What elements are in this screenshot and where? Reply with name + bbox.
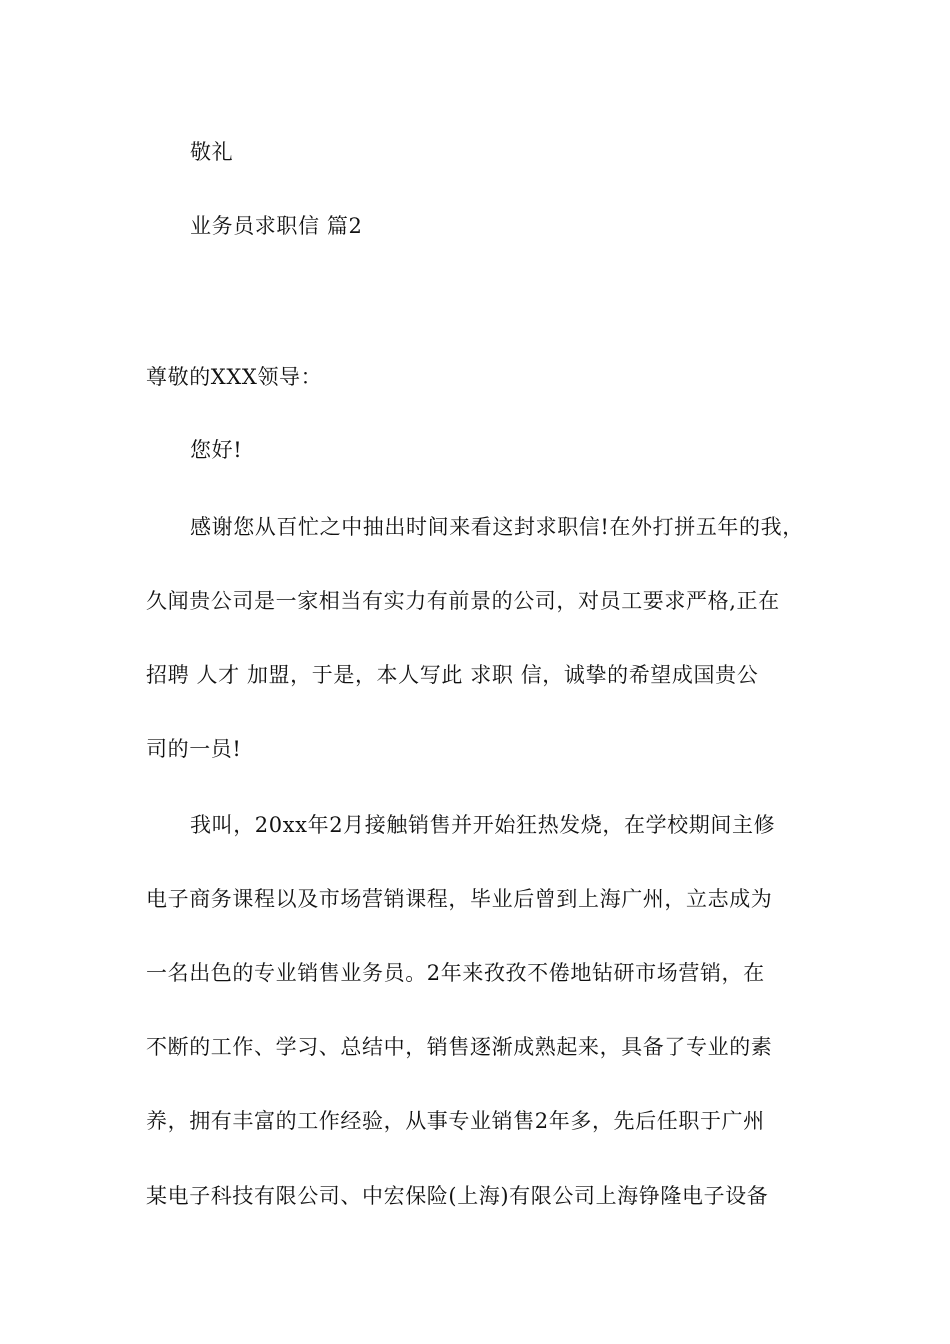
salutation: 尊敬的XXX领导：	[146, 365, 323, 389]
paragraph2-line: 某电子科技有限公司、中宏保险(上海)有限公司上海铮隆电子设备	[146, 1184, 769, 1208]
paragraph2-line: 不断的工作、学习、总结中，销售逐渐成熟起来，具备了专业的素	[146, 1035, 773, 1059]
closing-text: 敬礼	[190, 140, 234, 164]
paragraph1-line: 久闻贵公司是一家相当有实力有前景的公司，对员工要求严格,正在	[146, 589, 780, 613]
paragraph1-line: 招聘 人才 加盟，于是，本人写此 求职 信，诚挚的希望成国贵公	[146, 663, 759, 687]
paragraph2-line: 一名出色的专业销售业务员。2年来孜孜不倦地钻研市场营销，在	[146, 961, 765, 985]
paragraph2-line: 电子商务课程以及市场营销课程，毕业后曾到上海广州，立志成为	[146, 887, 773, 911]
greeting: 您好!	[190, 438, 243, 462]
paragraph1-line: 感谢您从百忙之中抽出时间来看这封求职信!在外打拼五年的我，	[190, 515, 804, 539]
paragraph2-line: 我叫，20xx年2月接触销售并开始狂热发烧，在学校期间主修	[190, 813, 776, 837]
paragraph2-line: 养，拥有丰富的工作经验，从事专业销售2年多，先后任职于广州	[146, 1109, 765, 1133]
section-title: 业务员求职信 篇2	[190, 214, 363, 238]
paragraph1-line: 司的一员!	[146, 737, 242, 761]
